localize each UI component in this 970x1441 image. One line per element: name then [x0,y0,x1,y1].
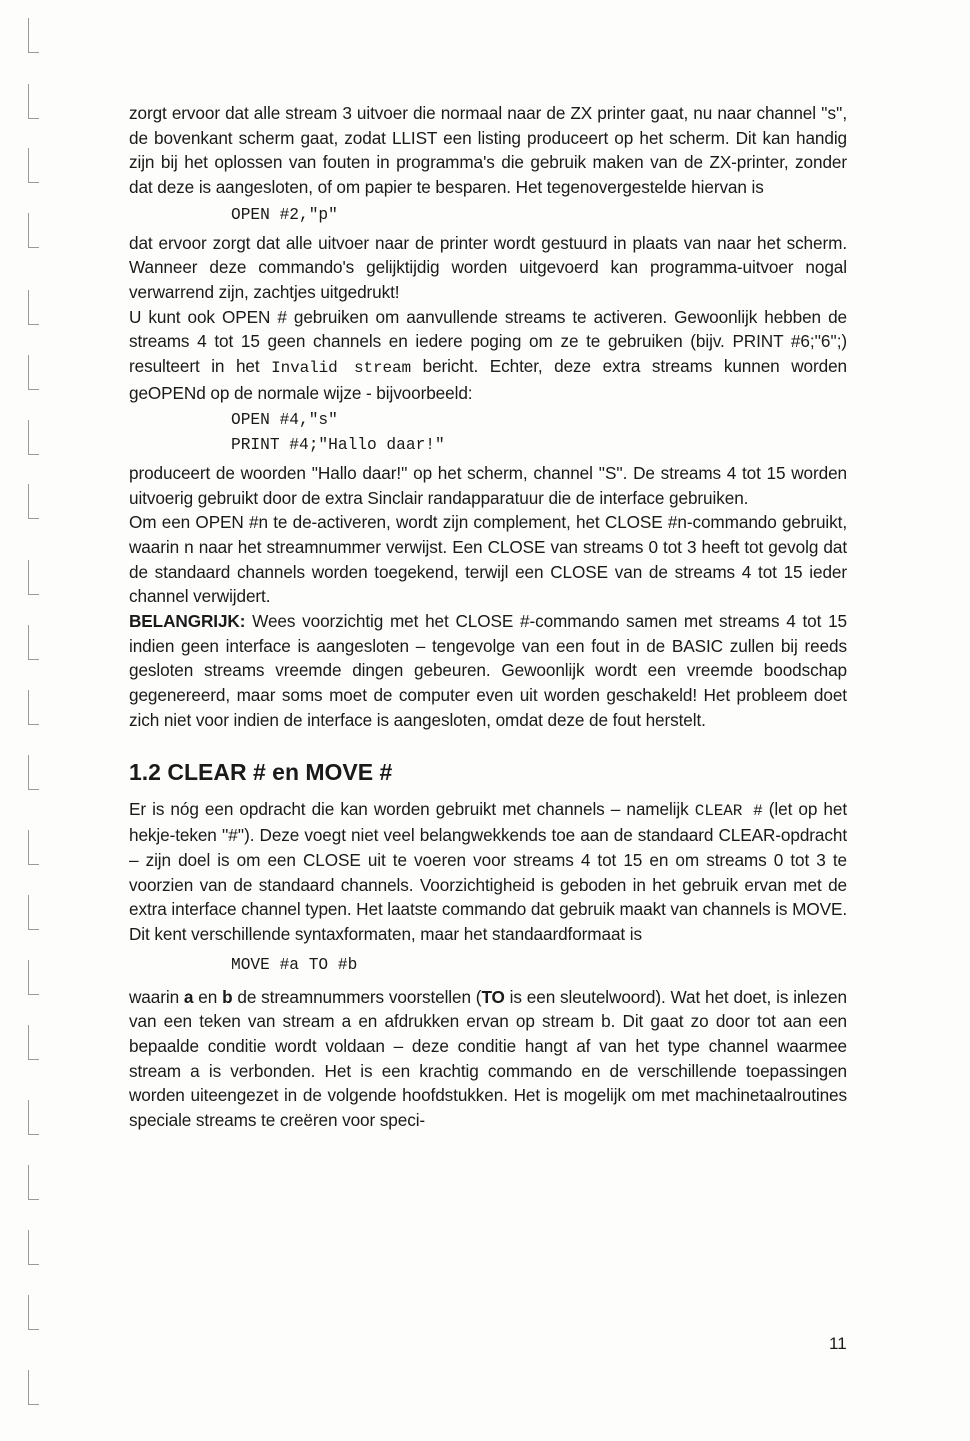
binding-mark [28,355,39,390]
text-run: is een sleutelwoord). Wat het doet, is inlezen van een teken van stream a en afdrukken ervan op stream b. Dit gaat zo door tot aan een bepaalde conditie wordt voldaan – deze conditie hangt af van het type channel waarmee stream a is verbonden. Het is een krachtig commando en de verschillende toepassingen worden uiteengezet in de volgende hoofdstukken. Het is mogelijk om met machinetaalroutines speciale streams te creëren voor speci- [129,986,847,1131]
text-run: waarin [129,986,184,1007]
binding-mark [28,960,39,995]
page-number: 11 [829,1334,847,1353]
text-run: de streamnummers voorstellen ( [232,986,482,1007]
binding-mark [28,1370,39,1405]
paragraph-hallo-daar: produceert de woorden ''Hallo daar!'' op het scherm, channel ''S''. De streams 4 tot 15 worden uitvoerig gebruikt door de extra Sinclair randapparatuur die de interface gebruiken. [129,462,847,508]
code-block-move [129,953,847,978]
binding-mark [28,148,39,183]
binding-mark [28,84,39,119]
text-run: (let op het hekje-teken ''#''). Deze voegt niet veel belangwekkends toe aan de standaard CLEAR-opdracht – zijn doel is om een CLOSE uit te voeren voor streams 4 tot 15 en om streams 0 tot 3 te voorzien van de standaard channels. Voorzichtigheid is geboden in het gebruik ervan met de extra interface channel typen. Het laatste commando dat gebruik maakt van channels is MOVE. Dit kent verschillende syntaxformaten, maar het standaardformaat is [129,798,847,945]
paragraph-llist: zorgt ervoor dat alle stream 3 uitvoer die normaal naar de ZX printer gaat, nu naar channel ''s'', de bovenkant scherm gaat, zodat LLIST een listing produceert op het scherm. Dit kan handig zijn bij het oplossen van fouten in programma's die gebruik maken van de ZX-printer, zonder dat deze is aangesloten, of om papier te besparen. Het tegenovergestelde hiervan is [129,103,847,198]
paragraph-close: Om een OPEN #n te de-activeren, wordt zijn complement, het CLOSE #n-commando gebruikt, waarin n naar het streamnummer verwijst. Een CLOSE van streams 0 tot 3 heeft tot gevolg dat de standaard channels worden toegekend, terwijl een CLOSE van de streams 4 tot 15 ieder channel verwijdert. [129,512,847,607]
binding-mark [28,420,39,455]
paragraph-move [129,985,847,1133]
binding-mark [28,895,39,930]
section-heading: 1.2 CLEAR # en MOVE # [129,758,393,785]
bold-term: a [183,986,194,1007]
binding-mark [28,18,39,53]
binding-mark [28,1025,39,1060]
inline-code: CLEAR # [694,801,763,820]
code-line: OPEN #2,"p" [231,205,338,224]
text-run: Wees voorzichtig met het CLOSE #-commando samen met streams 4 tot 15 indien geen interface is aangesloten – tengevolge van een fout in de BASIC zullen bij reeds gesloten streams vreemde dingen gebeuren. Gewoonlijk wordt een vreemde boodschap gegenereerd, maar soms moet de computer even uit worden geschakeld! Het probleem doet zich niet voor indien de interface is aangesloten, omdat deze de fout herstelt. [129,611,847,730]
binding-mark [28,560,39,595]
binding-mark [28,755,39,790]
text-run: Er is nóg een opdracht die kan worden gebruikt met channels – namelijk [129,798,695,819]
binding-mark [28,1230,39,1265]
warning-label: BELANGRIJK: [129,611,246,632]
paragraph-belangrijk [129,609,847,733]
binding-mark [28,690,39,725]
code-line: OPEN #4,"s" [231,411,338,430]
paragraph-printer-output: dat ervoor zorgt dat alle uitvoer naar de printer wordt gestuurd in plaats van naar het scherm. Wanneer deze commando's gelijktijdig worden uitgevoerd kan programma-uitvoer nogal verwarrend zijn, zachtjes uitgedrukt! [129,232,847,302]
bold-term: TO [481,986,505,1007]
code-line: PRINT #4;"Hallo daar!" [231,436,445,455]
binding-mark [28,1100,39,1135]
binding-mark [28,484,39,519]
text-run: bericht. Echter, deze extra streams kunnen worden geOPENd op de normale wijze - bijvoorbeeld: [129,356,847,403]
code-line: MOVE #a TO #b [231,955,358,974]
binding-mark [28,1295,39,1330]
paragraph-extra-streams [129,305,847,406]
binding-mark [28,290,39,325]
code-block-open-p [129,203,847,228]
binding-mark [28,830,39,865]
error-message-text: Invalid stream [271,359,412,378]
code-block-open-s [129,408,847,457]
text-run: U kunt ook OPEN # gebruiken om aanvullende streams te activeren. Gewoonlijk hebben de streams 4 tot 15 geen channels en iedere poging om ze te gebruiken (bijv. PRINT #6;''6'';) resulteert in het [129,306,847,377]
paragraph-clear [129,797,847,947]
binding-mark [28,625,39,660]
bold-term: b [222,986,233,1007]
binding-mark [28,1165,39,1200]
text-run: en [193,986,223,1007]
spiral-binding-marks [18,0,48,1441]
page-content [129,101,847,1133]
binding-mark [28,213,39,248]
